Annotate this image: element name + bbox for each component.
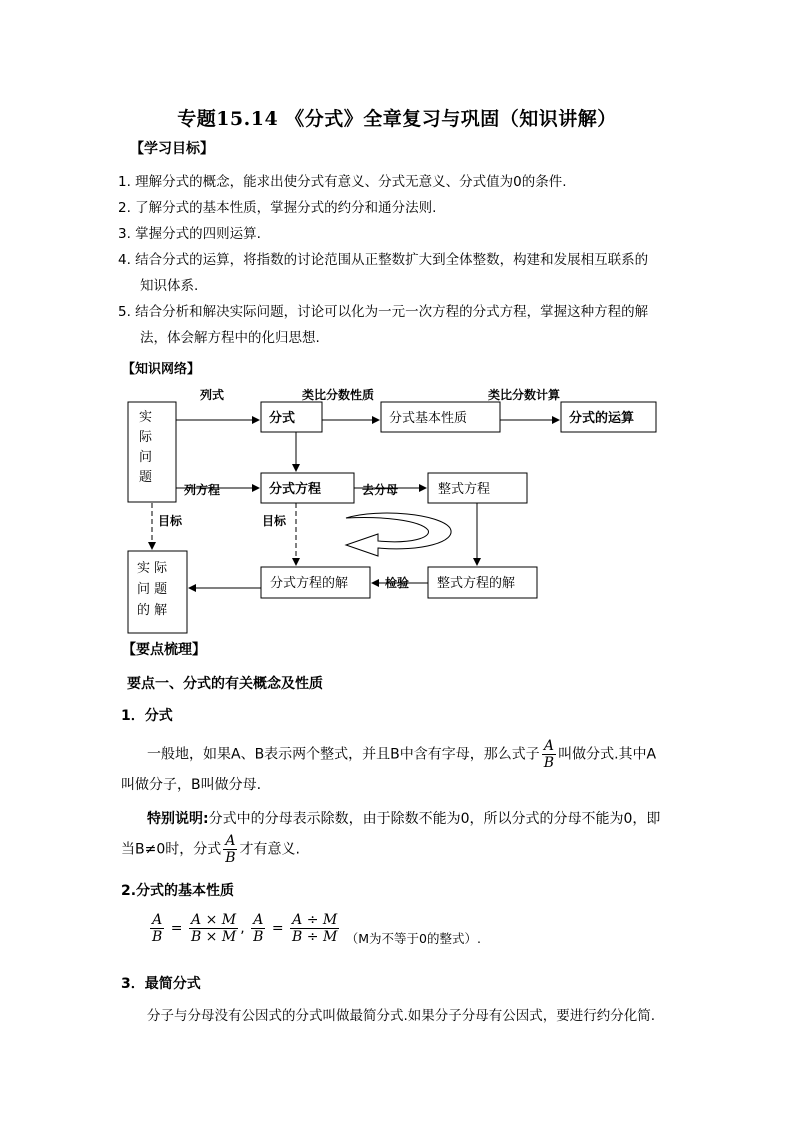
box-int-eq-label: 整式方程 [438, 482, 491, 497]
box-frac-sol-label: 分式方程的解 [270, 576, 349, 591]
box-real-solution-line: 问 题 [137, 582, 168, 597]
note-text-b: 当B≠0时，分式 [121, 841, 222, 858]
objective-line: 4. 结合分式的运算，将指数的讨论范围从正整数扩大到全体整数，构建和发展相互联系的 [118, 252, 649, 268]
label-analog-prop: 类比分数性质 [302, 388, 375, 402]
label-target-left: 目标 [158, 514, 183, 528]
objective-line: 1. 理解分式的概念，能求出使分式有意义、分式无意义、分式值为0的条件. [118, 174, 567, 190]
box-real-problem-text [139, 410, 153, 485]
label-analog-calc: 类比分数计算 [488, 388, 561, 402]
box-frac-eq-label: 分式方程 [269, 482, 322, 497]
label-qufenmu: 去分母 [362, 483, 399, 497]
section1-note-line2 [121, 833, 300, 866]
objective-line: 3. 掌握分式的四则运算. [118, 226, 261, 242]
basic-property-formula [148, 912, 481, 945]
box-real-char: 际 [139, 430, 153, 445]
formula-frac-1: $\frac{A}{B}$ [152, 912, 163, 945]
objective-line: 知识体系. [140, 278, 199, 294]
network-heading: 【知识网络】 [122, 362, 201, 377]
section1-title: 1．分式 [121, 708, 173, 724]
box-real-solution-text [137, 561, 168, 618]
s1-text-b: 叫做分式.其中A [558, 746, 657, 763]
loop-arrow [346, 513, 451, 556]
box-real-solution-line: 的 解 [137, 603, 168, 618]
box-fraction-label: 分式 [269, 411, 296, 426]
box-real-solution-line: 实 际 [137, 561, 168, 576]
section2-title: 2.分式的基本性质 [121, 883, 235, 899]
formula-frac-4: $\frac{A \div M}{B \div M}$ [292, 912, 338, 945]
formula-condition: （M为不等于0的整式）. [345, 930, 481, 946]
label-lieshi: 列式 [200, 388, 225, 402]
label-lie-eq: 列方程 [184, 483, 221, 497]
box-ops-label: 分式的运算 [569, 411, 635, 426]
note-text-a: 分式中的分母表示除数，由于除数不能为0，所以分式的分母不能为0，即 [208, 811, 661, 827]
s1-text-a: 一般地，如果A、B表示两个整式，并且B中含有字母，那么式子 [147, 746, 540, 763]
fraction-a-over-b-2: $\frac{A}{B}$ [225, 833, 236, 866]
equals-2: = [271, 920, 284, 937]
formula-frac-2: $\frac{A \times M}{B \times M}$ [190, 912, 237, 945]
section1-para-line2: 叫做分子，B叫做分母. [121, 777, 262, 793]
note-text-c: 才有意义. [239, 841, 300, 858]
section3-title: 3．最简分式 [121, 976, 201, 992]
points-heading: 【要点梳理】 [122, 642, 206, 658]
box-real-char: 题 [139, 470, 153, 485]
fraction-a-over-b: $\frac{A}{B}$ [543, 738, 555, 771]
box-real-char: 问 [139, 450, 153, 465]
formula-frac-3: $\frac{A}{B}$ [253, 912, 264, 945]
comma-sep: , [240, 920, 245, 937]
page-title: 专题15.14 《分式》全章复习与巩固（知识讲解） [177, 108, 617, 130]
box-int-sol-label: 整式方程的解 [437, 576, 516, 591]
section1-para-line1 [147, 738, 656, 771]
box-real-char: 实 [139, 410, 153, 425]
point1-title: 要点一、分式的有关概念及性质 [127, 676, 323, 692]
box-property-label: 分式基本性质 [389, 411, 468, 426]
objective-line: 5. 结合分析和解决实际问题，讨论可以化为一元一次方程的分式方程，掌握这种方程的解 [118, 304, 649, 320]
label-target-mid: 目标 [262, 514, 287, 528]
objective-line: 法，体会解方程中的化归思想. [140, 330, 320, 346]
note-label: 特别说明: [147, 811, 209, 827]
label-check: 检验 [385, 576, 410, 590]
objectives-heading: 【学习目标】 [130, 141, 214, 157]
section3-text: 分子与分母没有公因式的分式叫做最简分式.如果分子分母有公因式，要进行约分化简. [147, 1008, 656, 1024]
section1-note-line1 [147, 808, 660, 828]
objective-line: 2. 了解分式的基本性质，掌握分式的约分和通分法则. [118, 200, 437, 216]
equals-1: = [170, 920, 183, 937]
